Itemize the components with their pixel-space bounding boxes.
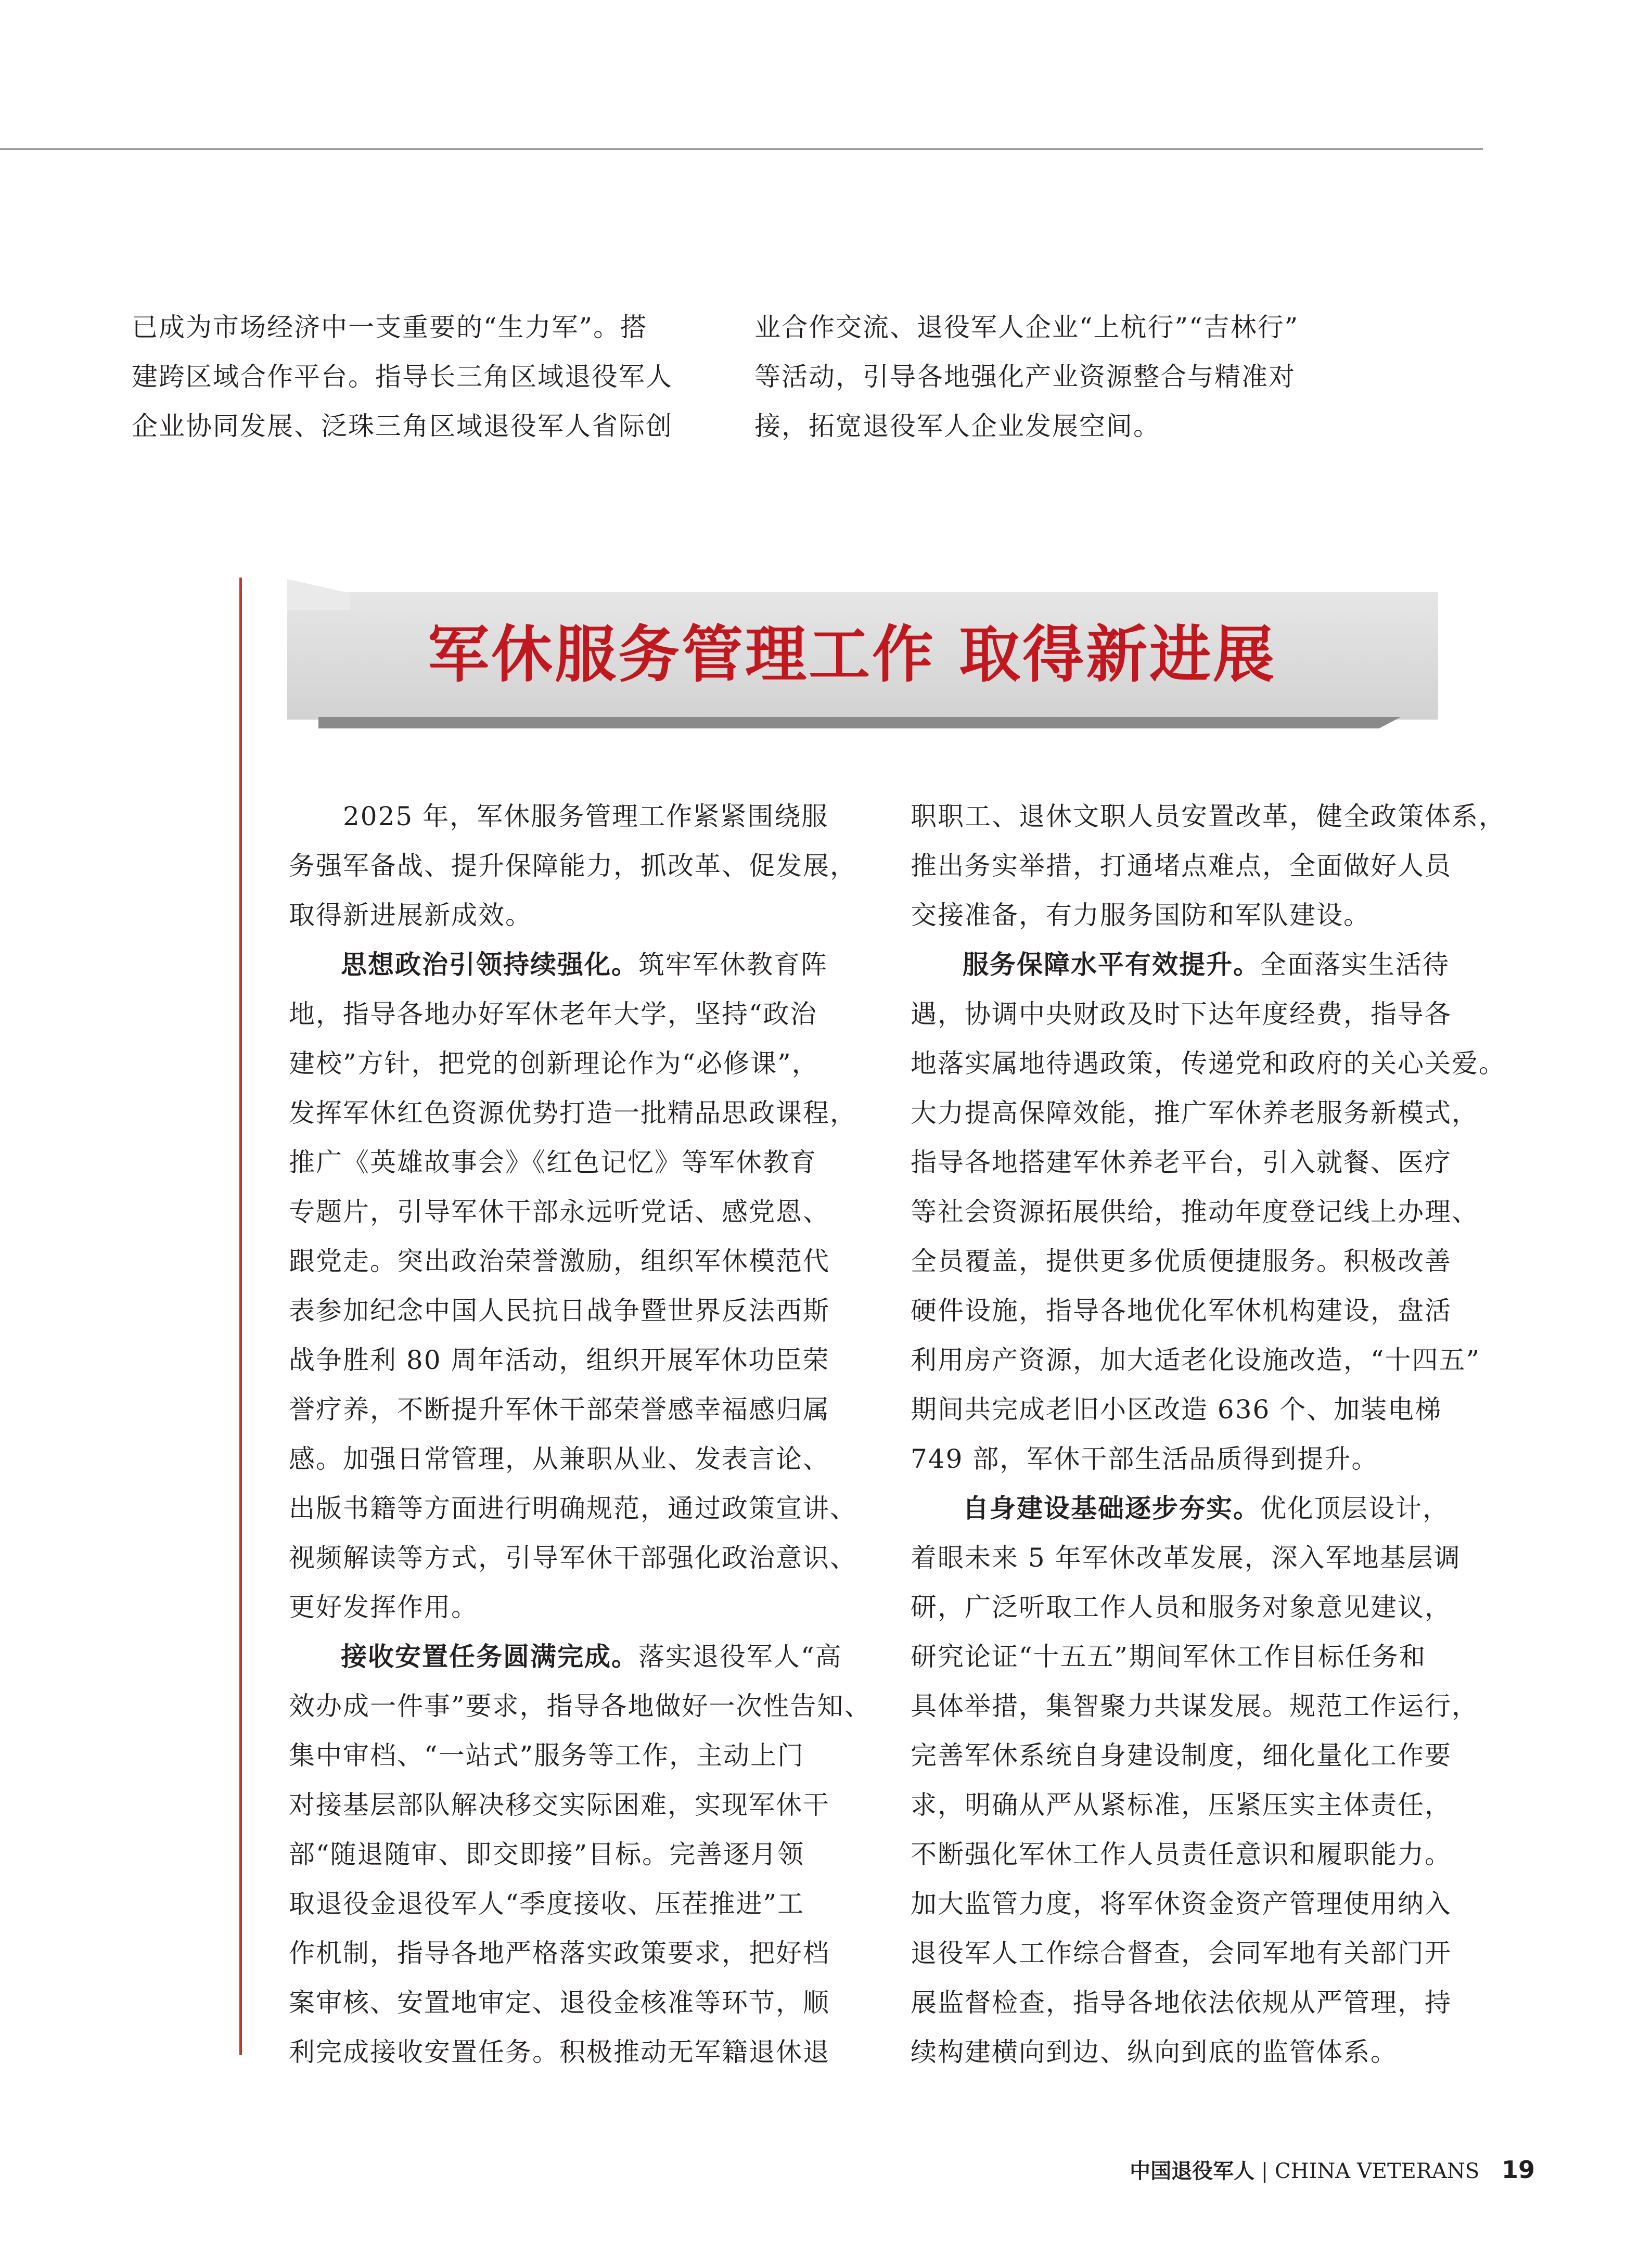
header-rule	[0, 148, 1483, 150]
text-line: 已成为市场经济中一支重要的“生力军”。搭	[132, 312, 648, 342]
text-line: 发挥军休红色资源优势打造一批精品思政课程，	[289, 1098, 857, 1128]
text-line: 跟党走。突出政治荣誉激励，组织军休模范代	[289, 1246, 830, 1276]
lead-service: 服务保障水平有效提升。	[963, 950, 1260, 980]
text-line: 更好发挥作用。	[289, 1592, 478, 1622]
text-line: 地落实属地待遇政策，传递党和政府的关心关爱。	[911, 1048, 1506, 1079]
article-right-column	[911, 792, 1506, 2077]
text-line: 专题片，引导军休干部永远听党话、感党恩、	[289, 1197, 830, 1227]
text-line: 着眼未来 5 年军休改革发展，深入军地基层调	[911, 1543, 1461, 1573]
text-line: 对接基层部队解决移交实际困难，实现军休干	[289, 1790, 830, 1820]
paragraph-self-building	[911, 1484, 1488, 2077]
page-footer	[1130, 2154, 1535, 2187]
text-line: 效办成一件事”要求，指导各地做好一次性告知、	[289, 1691, 872, 1721]
text-line: 展监督检查，指导各地依法依规从严管理，持	[911, 1988, 1452, 2018]
text-line: 等社会资源拓展供给，推动年度登记线上办理、	[911, 1197, 1479, 1227]
text-line: 研，广泛听取工作人员和服务对象意见建议，	[911, 1592, 1452, 1622]
paragraph-continued	[911, 792, 1506, 940]
text-line: 接，拓宽退役军人企业发展空间。	[754, 411, 1160, 441]
text-line: 具体举措，集智聚力共谋发展。规范工作运行，	[911, 1691, 1479, 1721]
text-line: 务强军备战、提升保障能力，抓改革、促发展，	[289, 851, 857, 881]
text-line: 案审核、安置地审定、退役金核准等环节，顺	[289, 1988, 830, 2018]
text-line: 遇，协调中央财政及时下达年度经费，指导各	[911, 999, 1452, 1029]
text-line: 取得新进展新成效。	[289, 900, 532, 930]
intro-left-column	[132, 303, 712, 451]
text-line: 作机制，指导各地严格落实政策要求，把好档	[289, 1938, 830, 1968]
text-line: 期间共完成老旧小区改造 636 个、加装电梯	[911, 1394, 1442, 1425]
text-line: 出版书籍等方面进行明确规范，通过政策宣讲、	[289, 1493, 857, 1523]
section-title: 军休服务管理工作 取得新进展	[428, 618, 1277, 690]
text-line: 集中审档、“一站式”服务等工作，主动上门	[289, 1740, 805, 1771]
banner-shadow	[318, 717, 1401, 728]
section-banner	[287, 579, 1438, 720]
text-line: 等活动，引导各地强化产业资源整合与精准对	[754, 362, 1296, 392]
text-line: 感。加强日常管理，从兼职从业、发表言论、	[289, 1444, 830, 1474]
line-text: 优化顶层设计，	[1260, 1493, 1450, 1523]
line-text: 落实退役军人“高	[638, 1642, 842, 1672]
section-accent-bar	[239, 578, 242, 2055]
magazine-name-cn: 中国退役军人	[1130, 2159, 1255, 2183]
text-line: 硬件设施，指导各地优化军休机构建设，盘活	[911, 1296, 1452, 1326]
text-line: 2025 年，军休服务管理工作紧紧围绕服	[289, 801, 829, 831]
text-line: 求，明确从严从紧标准，压紧压实主体责任，	[911, 1790, 1452, 1820]
text-line: 企业协同发展、泛珠三角区域退役军人省际创	[132, 411, 673, 441]
page-number: 19	[1501, 2156, 1535, 2184]
text-line: 建跨区域合作平台。指导长三角区域退役军人	[132, 362, 673, 392]
text-line: 誉疗养，不断提升军休干部荣誉感幸福感归属	[289, 1394, 830, 1425]
text-line: 大力提高保障效能，推广军休养老服务新模式，	[911, 1098, 1479, 1128]
text-line: 利用房产资源，加大适老化设施改造，“十四五”	[911, 1345, 1481, 1375]
text-line: 全员覆盖，提供更多优质便捷服务。积极改善	[911, 1246, 1452, 1276]
text-line: 战争胜利 80 周年活动，组织开展军休功臣荣	[289, 1345, 830, 1375]
text-line: 业合作交流、退役军人企业“上杭行”“吉林行”	[754, 312, 1299, 342]
intro-right-column	[754, 303, 1335, 451]
line-text: 筑牢军休教育阵	[638, 950, 828, 980]
text-line: 表参加纪念中国人民抗日战争暨世界反法西斯	[289, 1296, 830, 1326]
text-line: 研究论证“十五五”期间军休工作目标任务和	[911, 1642, 1427, 1672]
text-line: 749 部，军休干部生活品质得到提升。	[911, 1444, 1379, 1474]
text-line: 取退役金退役军人“季度接收、压茬推进”工	[289, 1889, 805, 1919]
text-line: 地，指导各地办好军休老年大学，坚持“政治	[289, 999, 817, 1029]
text-line: 利完成接收安置任务。积极推动无军籍退休退	[289, 2037, 830, 2067]
text-line: 职职工、退休文职人员安置改革，健全政策体系，	[911, 801, 1506, 831]
text-line: 指导各地搭建军休养老平台，引入就餐、医疗	[911, 1147, 1452, 1177]
text-line: 推广《英雄故事会》《红色记忆》等军休教育	[289, 1147, 817, 1177]
lead-ideology: 思想政治引领持续强化。	[341, 950, 638, 980]
text-line: 退役军人工作综合督查，会同军地有关部门开	[911, 1938, 1452, 1968]
text-line: 续构建横向到边、纵向到底的监管体系。	[911, 2037, 1398, 2067]
magazine-name-en: CHINA VETERANS	[1275, 2159, 1480, 2183]
article-left-column	[289, 792, 872, 2077]
text-line: 不断强化军休工作人员责任意识和履职能力。	[911, 1839, 1452, 1869]
lead-placement: 接收安置任务圆满完成。	[341, 1642, 638, 1672]
text-line: 完善军休系统自身建设制度，细化量化工作要	[911, 1740, 1452, 1771]
paragraph-placement	[289, 1632, 872, 2077]
text-line: 建校”方针，把党的创新理论作为“必修课”，	[289, 1048, 819, 1079]
text-line: 视频解读等方式，引导军休干部强化政治意识、	[289, 1543, 857, 1573]
text-line: 部“随退随审、即交即接”目标。完善逐月领	[289, 1839, 805, 1869]
paragraph-service	[911, 940, 1506, 1484]
line-text: 全面落实生活待	[1260, 950, 1450, 980]
text-line: 推出务实举措，打通堵点难点，全面做好人员	[911, 851, 1452, 881]
lead-self-building: 自身建设基础逐步夯实。	[963, 1493, 1260, 1523]
paragraph-intro	[289, 792, 866, 940]
text-line: 加大监管力度，将军休资金资产管理使用纳入	[911, 1889, 1452, 1919]
banner-fold	[287, 579, 350, 610]
footer-separator: |	[1261, 2159, 1269, 2183]
paragraph-ideology	[289, 940, 866, 1632]
text-line: 交接准备，有力服务国防和军队建设。	[911, 900, 1371, 930]
